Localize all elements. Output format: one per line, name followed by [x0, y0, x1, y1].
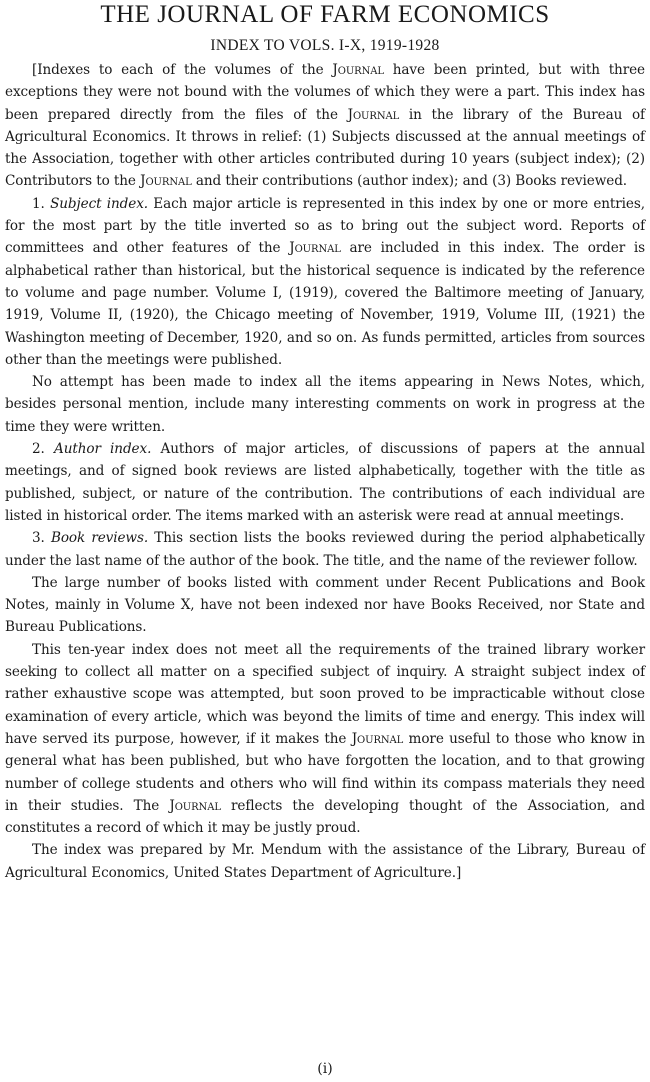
page-number: (i) [317, 1061, 333, 1077]
paragraph-book-reviews: 3. Book reviews. This section lists the books reviewed during the period alphabetically under the last name of the author of the book. The title, and the name of the reviewer follow. [5, 530, 646, 569]
section-heading: Author index. [53, 441, 152, 458]
paragraph-subject-index: 1. Subject index. Each major article is represented in this index by one or more entries, for the most part by the title inverted so as to bring out the subject word. Reports of committees and other features of the Journal are included in this index. The order is alphabetical rather than historical, but the historical sequence is indicated by the reference to volume and page number. Volume I, (1919), covered the Baltimore meeting of January, 1919, Volume II, (1920), the Chicago meeting of November, 1919, Volume III, (1921) the Washington meeting of December, 1920, and so on. As funds permitted, articles from sources other than the meetings were published. [5, 195, 645, 368]
paragraph-intro: [Indexes to each of the volumes of the Journal have been printed, but with three exceptions they were not bound with the volumes of which they were a part. This index has been prepared directly from the files of the Journal in the library of the Bureau of Agricultural Economics. It throws in relief: (1) Subjects discussed at the annual meetings of the Association, together with other articles contributed during 10 years (subject index); (2) Contributors to the Journal and their contributions (author index); and (3) Books reviewed. [5, 62, 646, 190]
section-heading: Book reviews. [50, 530, 149, 547]
paragraph-ten-year-index: This ten-year index does not meet all the requirements of the trained library worker seeking to collect all matter on a specified subject of inquiry. A straight subject index of rather exhaustive scope was attempted, but soon proved to be impracticable without close examination of every article, which was beyond the limits of time and energy. This index will have served its purpose, however, if it makes the Journal more useful to those who know in general what has been published, but who have forgotten the location, and to that growing number of college students and others who will find within its compass materials they need in their studies. The Journal reflects the developing thought of the Association, and constitutes a record of which it may be justly proud. [5, 641, 646, 837]
paragraph-author-index: 2. Author index. Authors of major articles, of discussions of papers at the annual meetings, and of signed book reviews are listed alphabetically, together with the title as published, subject, or nature of the contribution. The contributions of each individual are listed in historical order. The items marked with an asterisk were read at annual meetings. [5, 441, 645, 524]
journal-name: Journal [169, 797, 221, 814]
body-text [5, 59, 645, 884]
journal-name: Journal [140, 173, 192, 190]
paragraph-news-notes: No attempt has been made to index all the items appearing in News Notes, which, besides personal mention, include many interesting comments on work in progress at the time they were written. [5, 374, 645, 435]
journal-name: Journal [351, 730, 404, 747]
journal-title: THE JOURNAL OF FARM ECONOMICS [100, 1, 550, 28]
journal-name: Journal [332, 62, 384, 78]
journal-name: Journal [289, 240, 341, 257]
index-title: INDEX TO VOLS. I-X, 1919-1928 [210, 37, 440, 54]
paragraph-acknowledgement: The index was prepared by Mr. Mendum with the assistance of the Library, Bureau of Agricultural Economics, United States Department of Agriculture.] [5, 842, 645, 881]
section-heading: Subject index. [50, 195, 148, 212]
journal-name: Journal [347, 106, 400, 123]
paragraph-recent-publications: The large number of books listed with comment under Recent Publications and Book Notes, mainly in Volume X, have not been indexed nor have Books Received, nor State and Bureau Publications. [5, 574, 645, 636]
